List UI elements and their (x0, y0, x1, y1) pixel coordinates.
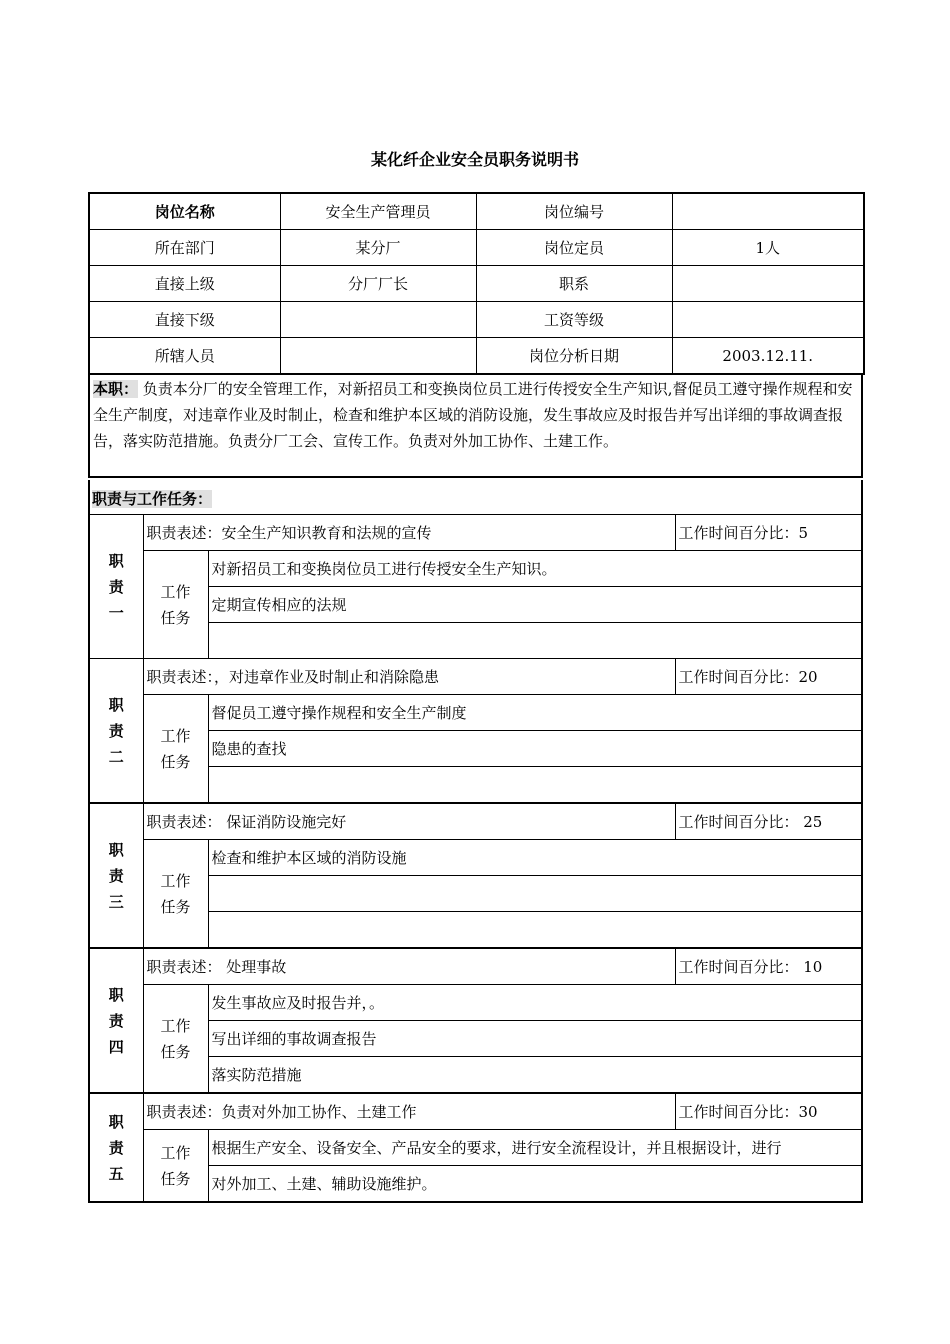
info-label: 岗位分析日期 (476, 338, 672, 375)
duty-description: 职责表述：，对违章作业及时制止和消除隐患 (143, 659, 675, 695)
info-row (89, 193, 864, 230)
duty-description: 职责表述：安全生产知识教育和法规的宣传 (143, 515, 675, 551)
duty-block (88, 658, 863, 803)
duty-rank: 职 责 五 (89, 1094, 143, 1203)
task-item (208, 623, 862, 659)
task-item: 检查和维护本区域的消防设施 (208, 840, 862, 876)
summary-text: 负责本分厂的安全管理工作，对新招员工和变换岗位员工进行传授安全生产知识,督促员工遵守操作规程和安全生产制度，对违章作业及时制止，检查和维护本区域的消防设施，发生事故应及时报告并写出详细的事故调查报告，落实防范措施。负责分厂工会、宣传工作。负责对外加工协作、土建工作。 (93, 380, 853, 450)
duty-time-percentage: 工作时间百分比： 10 (675, 949, 862, 985)
position-info-table (88, 192, 865, 375)
task-label: 工作 任务 (143, 695, 208, 803)
duty-rank: 职 责 三 (89, 804, 143, 948)
info-label: 所辖人员 (89, 338, 280, 375)
task-label: 工作 任务 (143, 985, 208, 1093)
info-label: 直接下级 (89, 302, 280, 338)
duty-block (88, 514, 863, 659)
info-value (672, 266, 864, 302)
duty-time-percentage: 工作时间百分比：30 (675, 1094, 862, 1130)
task-item: 发生事故应及时报告并，。 (208, 985, 862, 1021)
info-value: 分厂厂长 (280, 266, 476, 302)
task-label: 工作 任务 (143, 551, 208, 659)
task-item: 写出详细的事故调查报告 (208, 1021, 862, 1057)
duty-block (88, 803, 863, 948)
duties-heading (88, 480, 863, 514)
task-item: 对新招员工和变换岗位员工进行传授安全生产知识。 (208, 551, 862, 587)
duty-time-percentage: 工作时间百分比： 25 (675, 804, 862, 840)
task-label: 工作 任务 (143, 1130, 208, 1203)
info-value (280, 338, 476, 375)
duty-rank: 职 责 二 (89, 659, 143, 803)
info-value: 安全生产管理员 (280, 193, 476, 230)
task-item: 督促员工遵守操作规程和安全生产制度 (208, 695, 862, 731)
duty-time-percentage: 工作时间百分比：5 (675, 515, 862, 551)
info-label: 工资等级 (476, 302, 672, 338)
info-value (672, 302, 864, 338)
duties-heading-text: 职责与工作任务： (92, 490, 213, 508)
duty-block (88, 948, 863, 1093)
task-item: 定期宣传相应的法规 (208, 587, 862, 623)
summary-label: 本职： (93, 380, 139, 398)
info-label: 职系 (476, 266, 672, 302)
info-label: 岗位定员 (476, 230, 672, 266)
info-value: 某分厂 (280, 230, 476, 266)
task-label: 工作 任务 (143, 840, 208, 948)
task-item: 隐患的查找 (208, 731, 862, 767)
task-item (208, 876, 862, 912)
info-value: 1人 (672, 230, 864, 266)
info-value (672, 193, 864, 230)
info-label: 直接上级 (89, 266, 280, 302)
duty-description: 职责表述： 处理事故 (143, 949, 675, 985)
task-item (208, 912, 862, 948)
info-row (89, 266, 864, 302)
info-value (280, 302, 476, 338)
duty-description: 职责表述：负责对外加工协作、土建工作 (143, 1094, 675, 1130)
duty-rank: 职 责 四 (89, 949, 143, 1093)
info-label: 所在部门 (89, 230, 280, 266)
task-item (208, 767, 862, 803)
task-item: 落实防范措施 (208, 1057, 862, 1093)
document-title: 某化纤企业安全员职务说明书 (370, 150, 579, 169)
info-label: 岗位编号 (476, 193, 672, 230)
duty-description: 职责表述： 保证消防设施完好 (143, 804, 675, 840)
job-summary (88, 373, 863, 478)
duty-time-percentage: 工作时间百分比：20 (675, 659, 862, 695)
task-item: 对外加工、土建、辅助设施维护。 (208, 1166, 862, 1203)
info-row (89, 302, 864, 338)
info-value: 2003.12.11. (672, 338, 864, 375)
duty-rank: 职 责 一 (89, 515, 143, 659)
task-item: 根据生产安全、设备安全、产品安全的要求，进行安全流程设计，并且根据设计，进行 (208, 1130, 862, 1166)
duty-block (88, 1093, 863, 1203)
info-label: 岗位名称 (89, 193, 280, 230)
info-row (89, 230, 864, 266)
info-row (89, 338, 864, 375)
